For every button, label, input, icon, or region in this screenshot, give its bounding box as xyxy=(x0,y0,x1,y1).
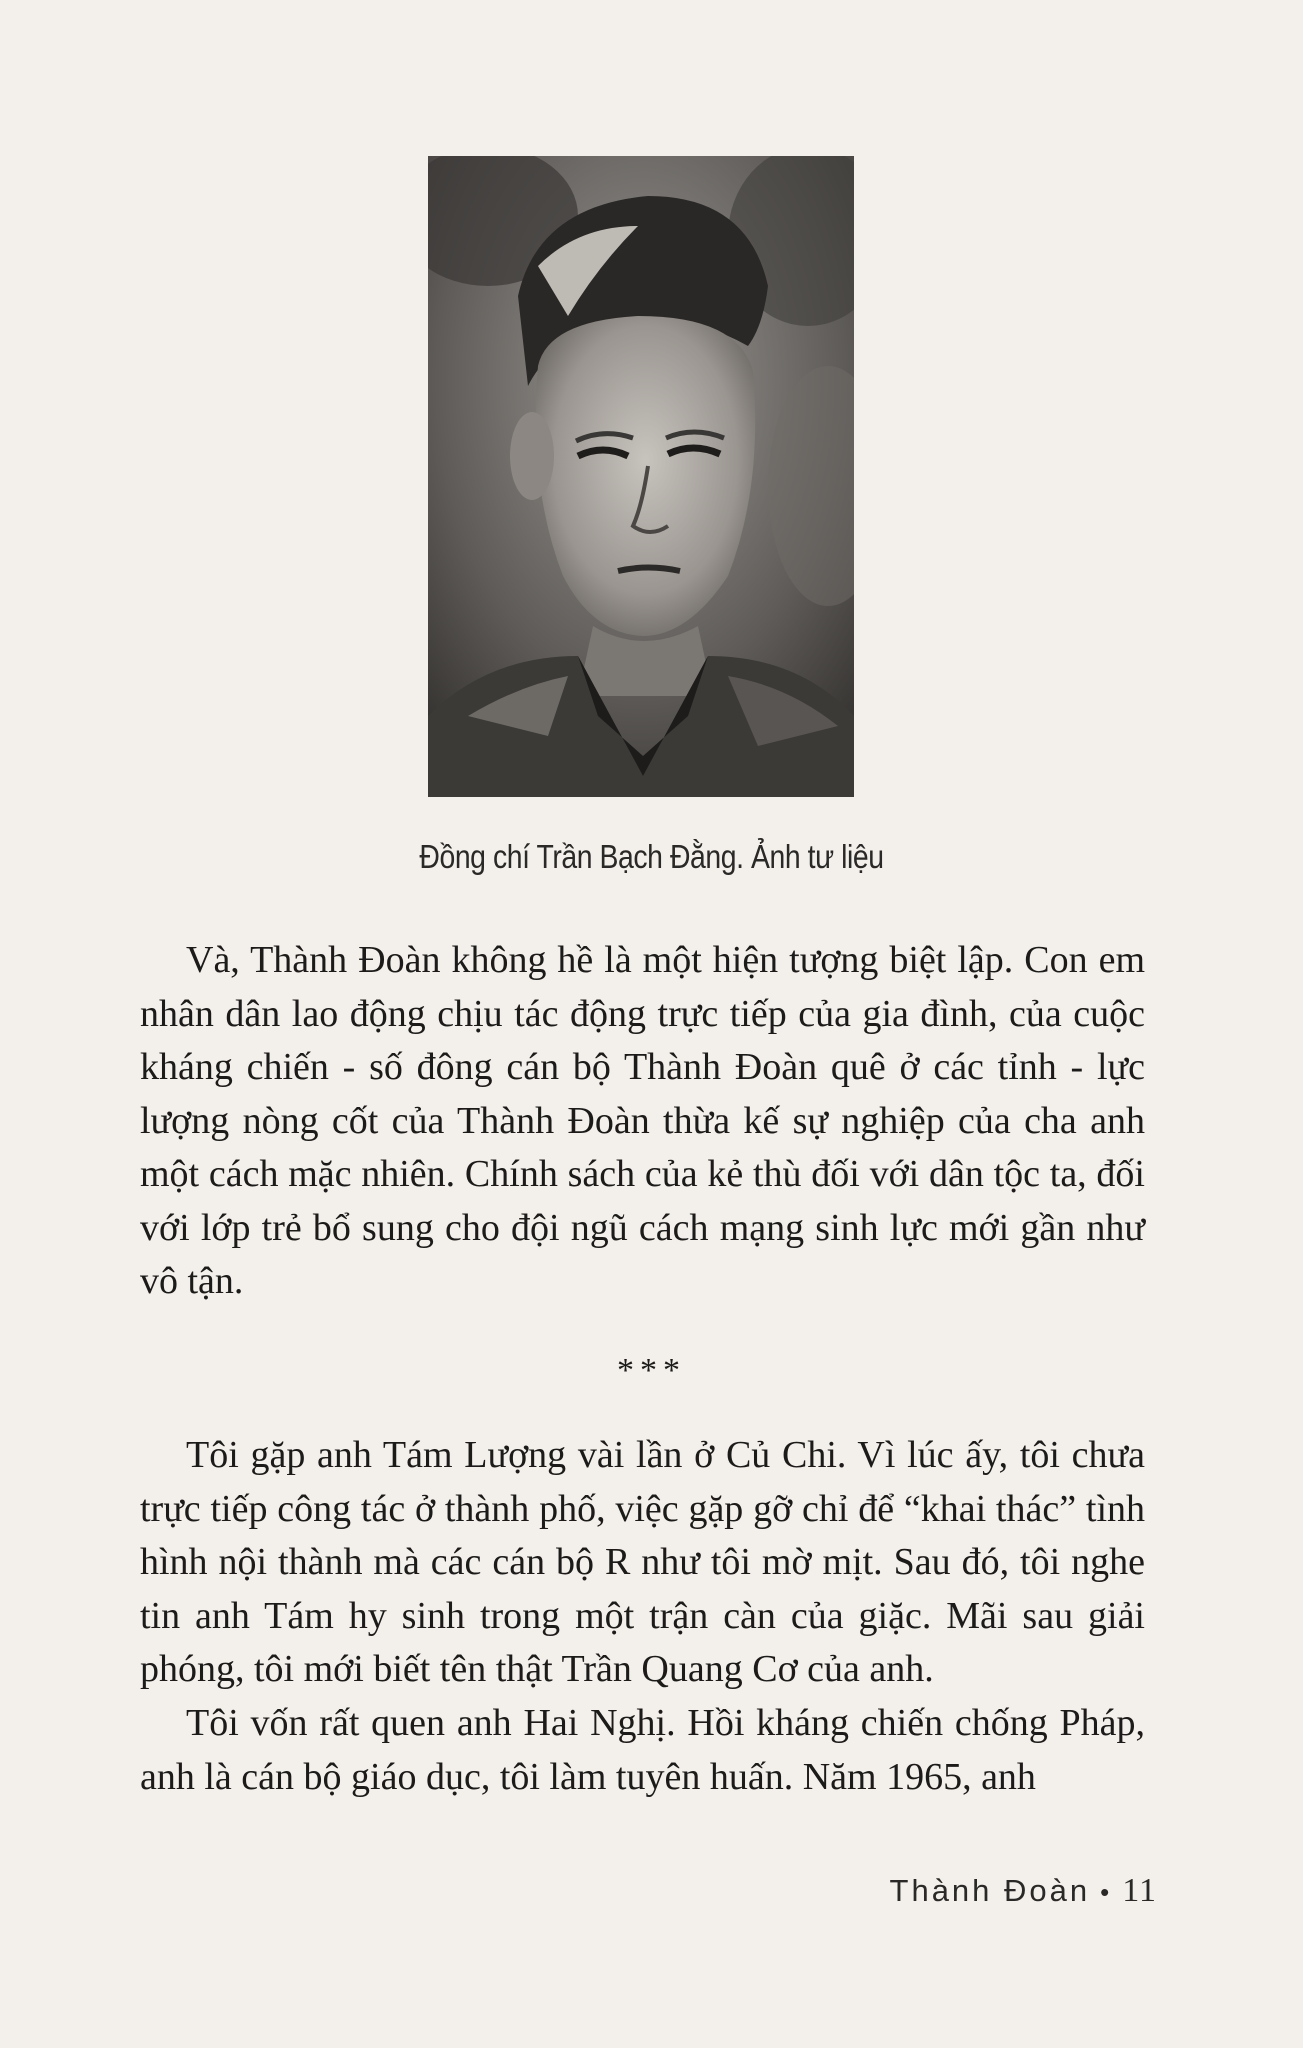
paragraph-text: Tôi vốn rất quen anh Hai Nghị. Hồi kháng chiến chống Pháp, anh là cán bộ giáo dục, tôi làm tuyên huấn. Năm 1965, anh xyxy=(140,1702,1145,1798)
paragraph-text: Tôi gặp anh Tám Lượng vài lần ở Củ Chi. Vì lúc ấy, tôi chưa trực tiếp công tác ở thành phố, việc gặp gỡ chỉ để “khai thác” tình hình nội thành mà các cán bộ R như tôi mờ mịt. Sau đó, tôi nghe tin anh Tám hy sinh trong một trận càn của giặc. Mãi sau giải phóng, tôi mới biết tên thật Trần Quang Cơ của anh. xyxy=(140,1434,1145,1690)
portrait-photo xyxy=(428,156,854,797)
running-title: Thành Đoàn xyxy=(889,1873,1091,1908)
page-footer xyxy=(890,1872,1157,1910)
page-number: 11 xyxy=(1122,1872,1157,1909)
paragraph-2 xyxy=(140,1429,1145,1697)
photo-caption: Đồng chí Trần Bạch Đằng. Ảnh tư liệu xyxy=(419,838,884,875)
portrait-image xyxy=(428,156,854,797)
paragraph-1 xyxy=(140,934,1145,1309)
paragraph-3 xyxy=(140,1697,1145,1804)
bullet-separator: • xyxy=(1100,1877,1113,1907)
paragraph-text: Và, Thành Đoàn không hề là một hiện tượng biệt lập. Con em nhân dân lao động chịu tác động trực tiếp của gia đình, của cuộc kháng chiến - số đông cán bộ Thành Đoàn quê ở các tỉnh - lực lượng nòng cốt của Thành Đoàn thừa kế sự nghiệp của cha anh một cách mặc nhiên. Chính sách của kẻ thù đối với dân tộc ta, đối với lớp trẻ bổ sung cho đội ngũ cách mạng sinh lực mới gần như vô tận. xyxy=(140,939,1145,1302)
section-separator: *** xyxy=(617,1352,686,1389)
